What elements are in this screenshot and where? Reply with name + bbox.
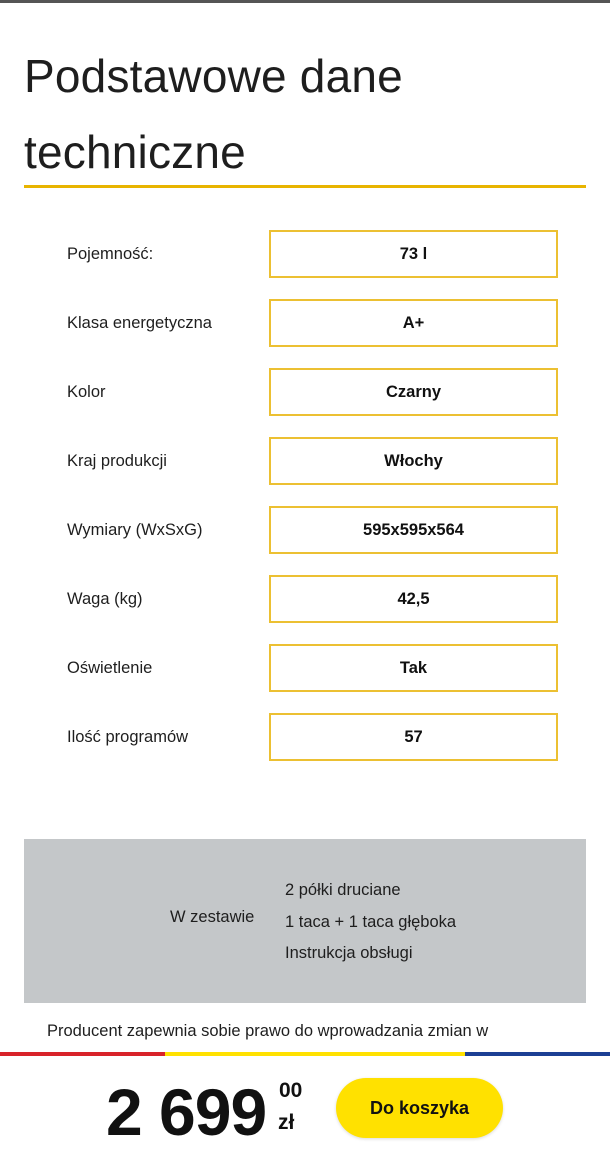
spec-row-weight <box>0 575 610 623</box>
spec-value: Czarny <box>269 368 558 416</box>
price-currency: zł <box>278 1111 295 1134</box>
included-item: Instrukcja obsługi <box>285 944 413 962</box>
spec-label: Kraj produkcji <box>67 452 167 470</box>
spec-label: Waga (kg) <box>67 590 143 608</box>
spec-value: A+ <box>269 299 558 347</box>
spec-label: Ilość programów <box>67 728 189 746</box>
add-to-cart-button[interactable]: Do koszyka <box>336 1078 503 1138</box>
spec-value: Tak <box>269 644 558 692</box>
included-label: W zestawie <box>170 908 255 926</box>
price-main: 2 699 <box>106 1075 267 1149</box>
included-box <box>24 839 586 1003</box>
included-items <box>285 875 456 970</box>
spec-value: 57 <box>269 713 558 761</box>
spec-value: 595x595x564 <box>269 506 558 554</box>
spec-value: Włochy <box>269 437 558 485</box>
spec-row-capacity <box>0 230 610 278</box>
page-title-line-1: Podstawowe dane <box>24 50 403 102</box>
spec-value: 73 l <box>269 230 558 278</box>
spec-value: 42,5 <box>269 575 558 623</box>
spec-row-color <box>0 368 610 416</box>
bottom-price-bar <box>0 1056 610 1157</box>
included-item: 2 półki druciane <box>285 881 401 899</box>
disclaimer-text: Producent zapewnia sobie prawo do wprowadzania zmian w <box>47 1022 489 1040</box>
price-cents: 00 <box>279 1079 303 1102</box>
spec-label: Kolor <box>67 383 106 401</box>
page-title-line-2: techniczne <box>24 126 246 178</box>
spec-row-programs <box>0 713 610 761</box>
title-underline <box>24 185 586 188</box>
spec-label: Pojemność: <box>67 245 154 263</box>
spec-row-dimensions <box>0 506 610 554</box>
spec-row-energy-class <box>0 299 610 347</box>
page-title <box>24 38 584 190</box>
spec-row-country <box>0 437 610 485</box>
spec-label: Klasa energetyczna <box>67 314 212 332</box>
spec-row-lighting <box>0 644 610 692</box>
spec-label: Oświetlenie <box>67 659 153 677</box>
included-item: 1 taca + 1 taca głęboka <box>285 912 457 931</box>
spec-label: Wymiary (WxSxG) <box>67 521 203 539</box>
top-bar <box>0 0 610 3</box>
